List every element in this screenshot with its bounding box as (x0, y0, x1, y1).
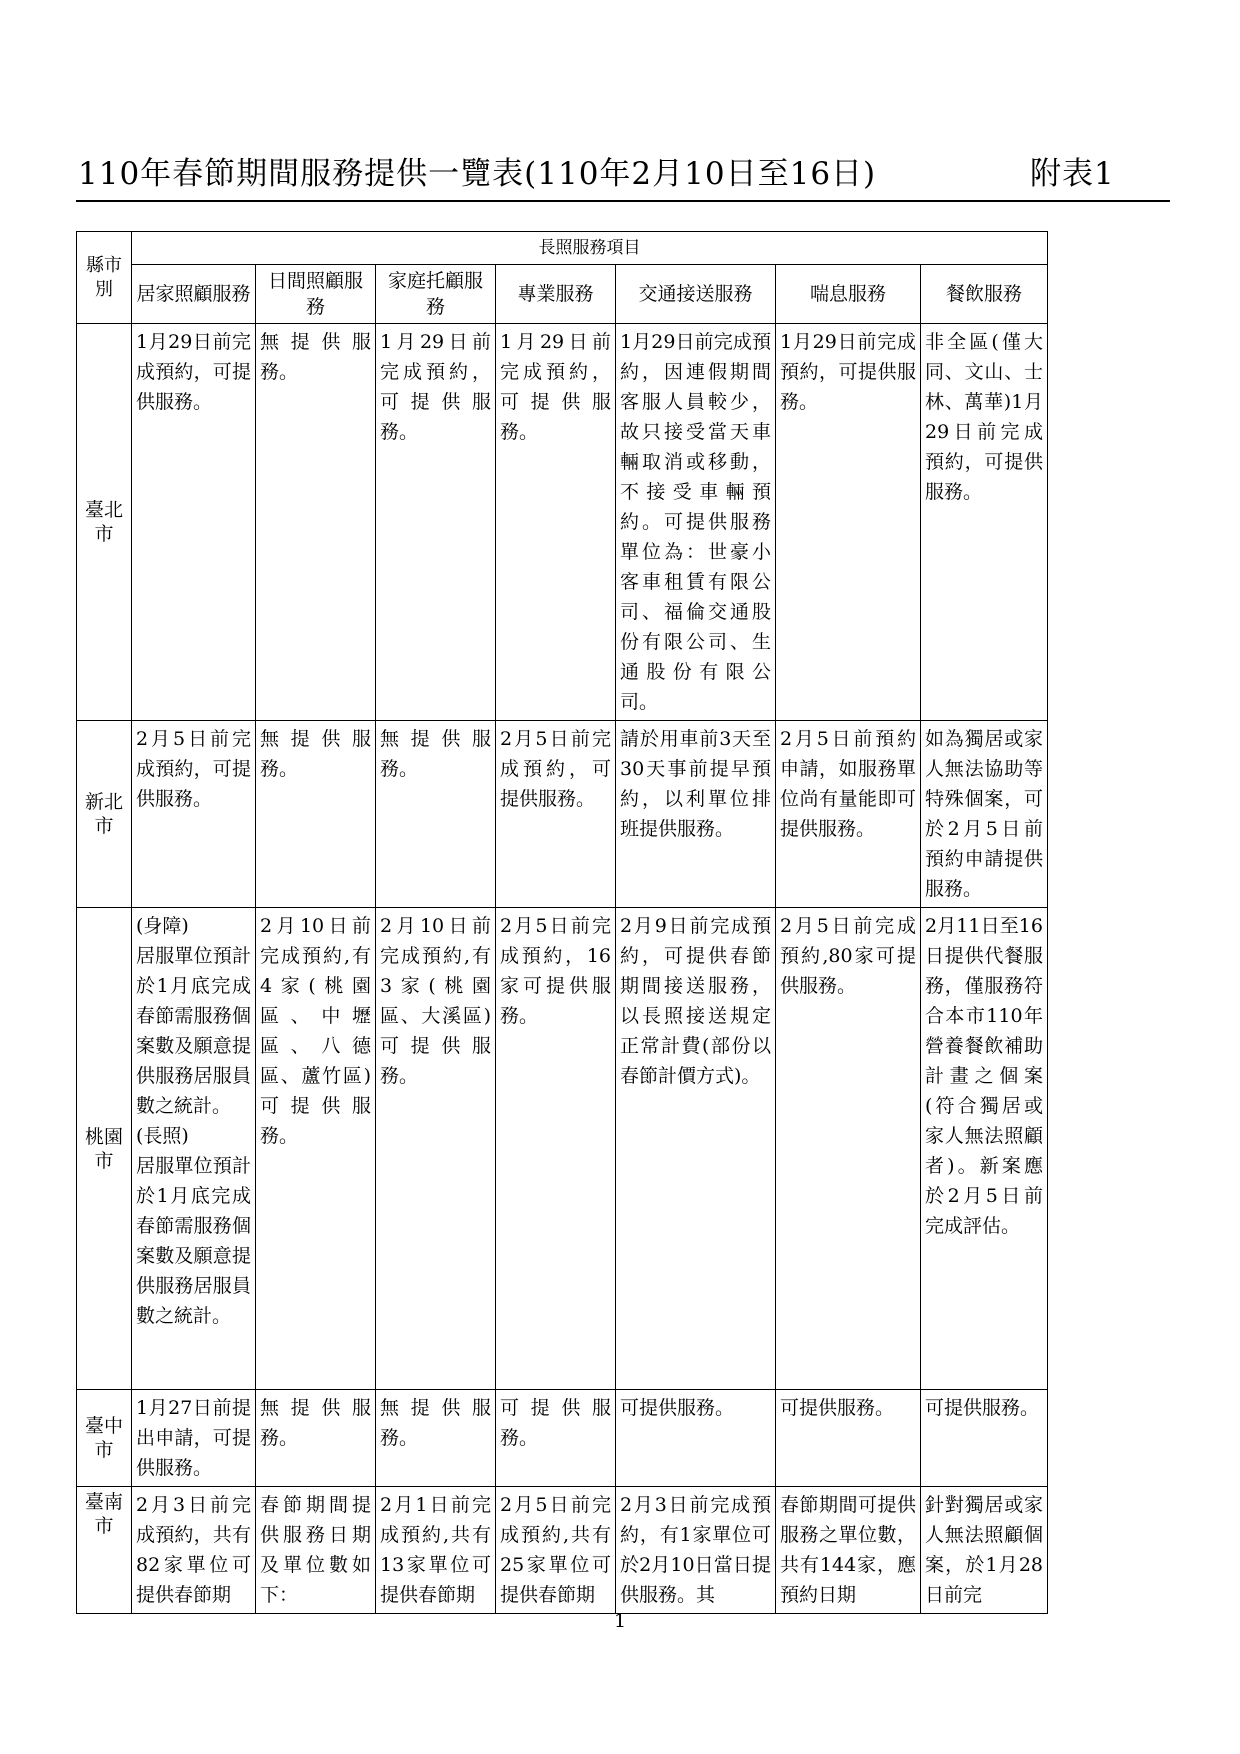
cell-text: 春節期間可提供服務之單位數，共有144家，應預約日期 (776, 1487, 921, 1614)
title-underline (76, 200, 1170, 202)
cell-text: 1月27日前提出申請，可提供服務。 (132, 1390, 256, 1487)
cell-text: 可提供服務。 (496, 1390, 616, 1487)
cell-text: 2月5日前完成預約,80家可提供服務。 (776, 908, 921, 1390)
header-day-care: 日間照顧服務 (256, 265, 376, 324)
header-professional: 專業服務 (496, 265, 616, 324)
title-text: 110年春節期間服務提供一覽表(110年2月10日至16日) (78, 156, 877, 192)
cell-text: 可提供服務。 (616, 1390, 776, 1487)
cell-text: 1月29日前完成預約，可提供服務。 (132, 324, 256, 721)
page-title (78, 148, 1168, 193)
table-row (77, 908, 1048, 1390)
table-row (77, 1390, 1048, 1487)
cell-text: 2月5日前預約申請，如服務單位尚有量能即可提供服務。 (776, 721, 921, 908)
header-family-care: 家庭托顧服務 (376, 265, 496, 324)
header-home-care: 居家照顧服務 (132, 265, 256, 324)
cell-text: (身障) 居服單位預計於1月底完成春節需服務個案數及願意提供服務居服員數之統計。 (長照) 居服單位預計於1月底完成春節需服務個案數及願意提供服務居服員數之統計。 (132, 908, 256, 1390)
city-taichung: 臺中市 (77, 1390, 132, 1487)
header-meal: 餐飲服務 (921, 265, 1048, 324)
cell-text: 2月10日前完成預約,有3家(桃園區、大溪區)可提供服務。 (376, 908, 496, 1390)
cell-text: 1月29日前完成預約，可提供服務。 (376, 324, 496, 721)
cell-text: 2月5日前完成預約，可提供服務。 (496, 721, 616, 908)
cell-text: 無提供服務。 (376, 721, 496, 908)
cell-text: 2月3日前完成預約，有1家單位可於2月10日當日提供服務。其 (616, 1487, 776, 1614)
cell-text: 1月29日前完成預約，因連假期間客服人員較少，故只接受當天車輛取消或移動，不接受車輛預約。可提供服務單位為：世豪小客車租賃有限公司、福倫交通股份有限公司、生通股份有限公司。 (616, 324, 776, 721)
table-row (77, 324, 1048, 721)
city-taipei: 臺北市 (77, 324, 132, 721)
cell-text: 無提供服務。 (256, 1390, 376, 1487)
header-transport: 交通接送服務 (616, 265, 776, 324)
cell-text: 如為獨居或家人無法協助等特殊個案，可於2月5日前預約申請提供服務。 (921, 721, 1048, 908)
cell-text: 可提供服務。 (921, 1390, 1048, 1487)
header-respite: 喘息服務 (776, 265, 921, 324)
service-table (76, 231, 1048, 1614)
cell-text: 無提供服務。 (256, 721, 376, 908)
cell-text: 1月29日前完成預約，可提供服務。 (496, 324, 616, 721)
cell-text: 2月9日前完成預約，可提供春節期間接送服務，以長照接送規定正常計費(部份以春節計價方式)。 (616, 908, 776, 1390)
cell-text: 2月5日前完成預約,共有25家單位可提供春節期 (496, 1487, 616, 1614)
header-county: 縣市別 (77, 232, 132, 324)
annex-label: 附表1 (1030, 156, 1115, 192)
cell-text: 1月29日前完成預約，可提供服務。 (776, 324, 921, 721)
cell-text: 2月5日前完成預約，16家可提供服務。 (496, 908, 616, 1390)
cell-text: 2月11日至16日提供代餐服務，僅服務符合本市110年營養餐飲補助計畫之個案(符合獨居或家人無法照顧者)。新案應於2月5日前完成評估。 (921, 908, 1048, 1390)
header-ltc-items: 長照服務項目 (132, 232, 1048, 265)
cell-text: 2月3日前完成預約，共有82家單位可提供春節期 (132, 1487, 256, 1614)
cell-text: 請於用車前3天至30天事前提早預約，以利單位排班提供服務。 (616, 721, 776, 908)
cell-text: 2月5日前完成預約，可提供服務。 (132, 721, 256, 908)
table-row (77, 1487, 1048, 1614)
table-row (77, 721, 1048, 908)
city-taoyuan: 桃園市 (77, 908, 132, 1390)
cell-text: 無提供服務。 (376, 1390, 496, 1487)
cell-text: 可提供服務。 (776, 1390, 921, 1487)
city-new-taipei: 新北市 (77, 721, 132, 908)
city-tainan: 臺南市 (77, 1487, 132, 1614)
cell-text: 2月1日前完成預約,共有13家單位可提供春節期 (376, 1487, 496, 1614)
page-number: 1 (613, 1610, 627, 1632)
cell-text: 針對獨居或家人無法照顧個案，於1月28日前完 (921, 1487, 1048, 1614)
cell-text: 春節期間提供服務日期及單位數如下： (256, 1487, 376, 1614)
cell-text: 2月10日前完成預約,有4家(桃園區、中壢區、八德區、蘆竹區)可提供服務。 (256, 908, 376, 1390)
cell-text: 無提供服務。 (256, 324, 376, 721)
cell-text: 非全區(僅大同、文山、士林、萬華)1月29日前完成預約，可提供服務。 (921, 324, 1048, 721)
